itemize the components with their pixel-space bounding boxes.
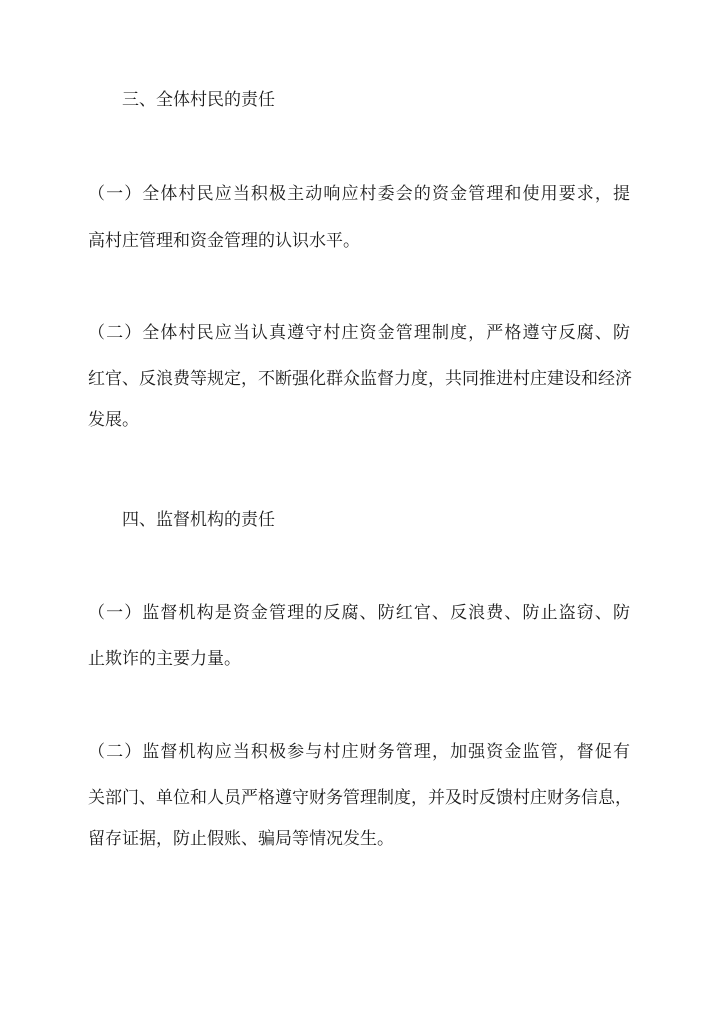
paragraph-line: 发展。 bbox=[88, 410, 139, 430]
paragraph-line: 关部门、单位和人员严格遵守财务管理制度，并及时反馈村庄财务信息， bbox=[88, 788, 632, 808]
paragraph-line: （二）监督机构应当积极参与村庄财务管理，加强资金监管，督促有 bbox=[88, 742, 630, 762]
paragraph-line: 止欺诈的主要力量。 bbox=[88, 649, 241, 669]
paragraph-line: （一）全体村民应当积极主动响应村委会的资金管理和使用要求，提 bbox=[88, 184, 630, 204]
paragraph-line: 高村庄管理和资金管理的认识水平。 bbox=[88, 231, 360, 251]
section-heading: 三、全体村民的责任 bbox=[122, 90, 275, 110]
paragraph-line: 留存证据，防止假账、骗局等情况发生。 bbox=[88, 829, 394, 849]
paragraph-line: （二）全体村民应当认真遵守村庄资金管理制度，严格遵守反腐、防 bbox=[88, 323, 630, 343]
section-heading: 四、监督机构的责任 bbox=[122, 510, 275, 530]
paragraph-line: 红官、反浪费等规定，不断强化群众监督力度，共同推进村庄建设和经济 bbox=[88, 369, 632, 389]
paragraph-line: （一）监督机构是资金管理的反腐、防红官、反浪费、防止盗窃、防 bbox=[88, 603, 630, 623]
